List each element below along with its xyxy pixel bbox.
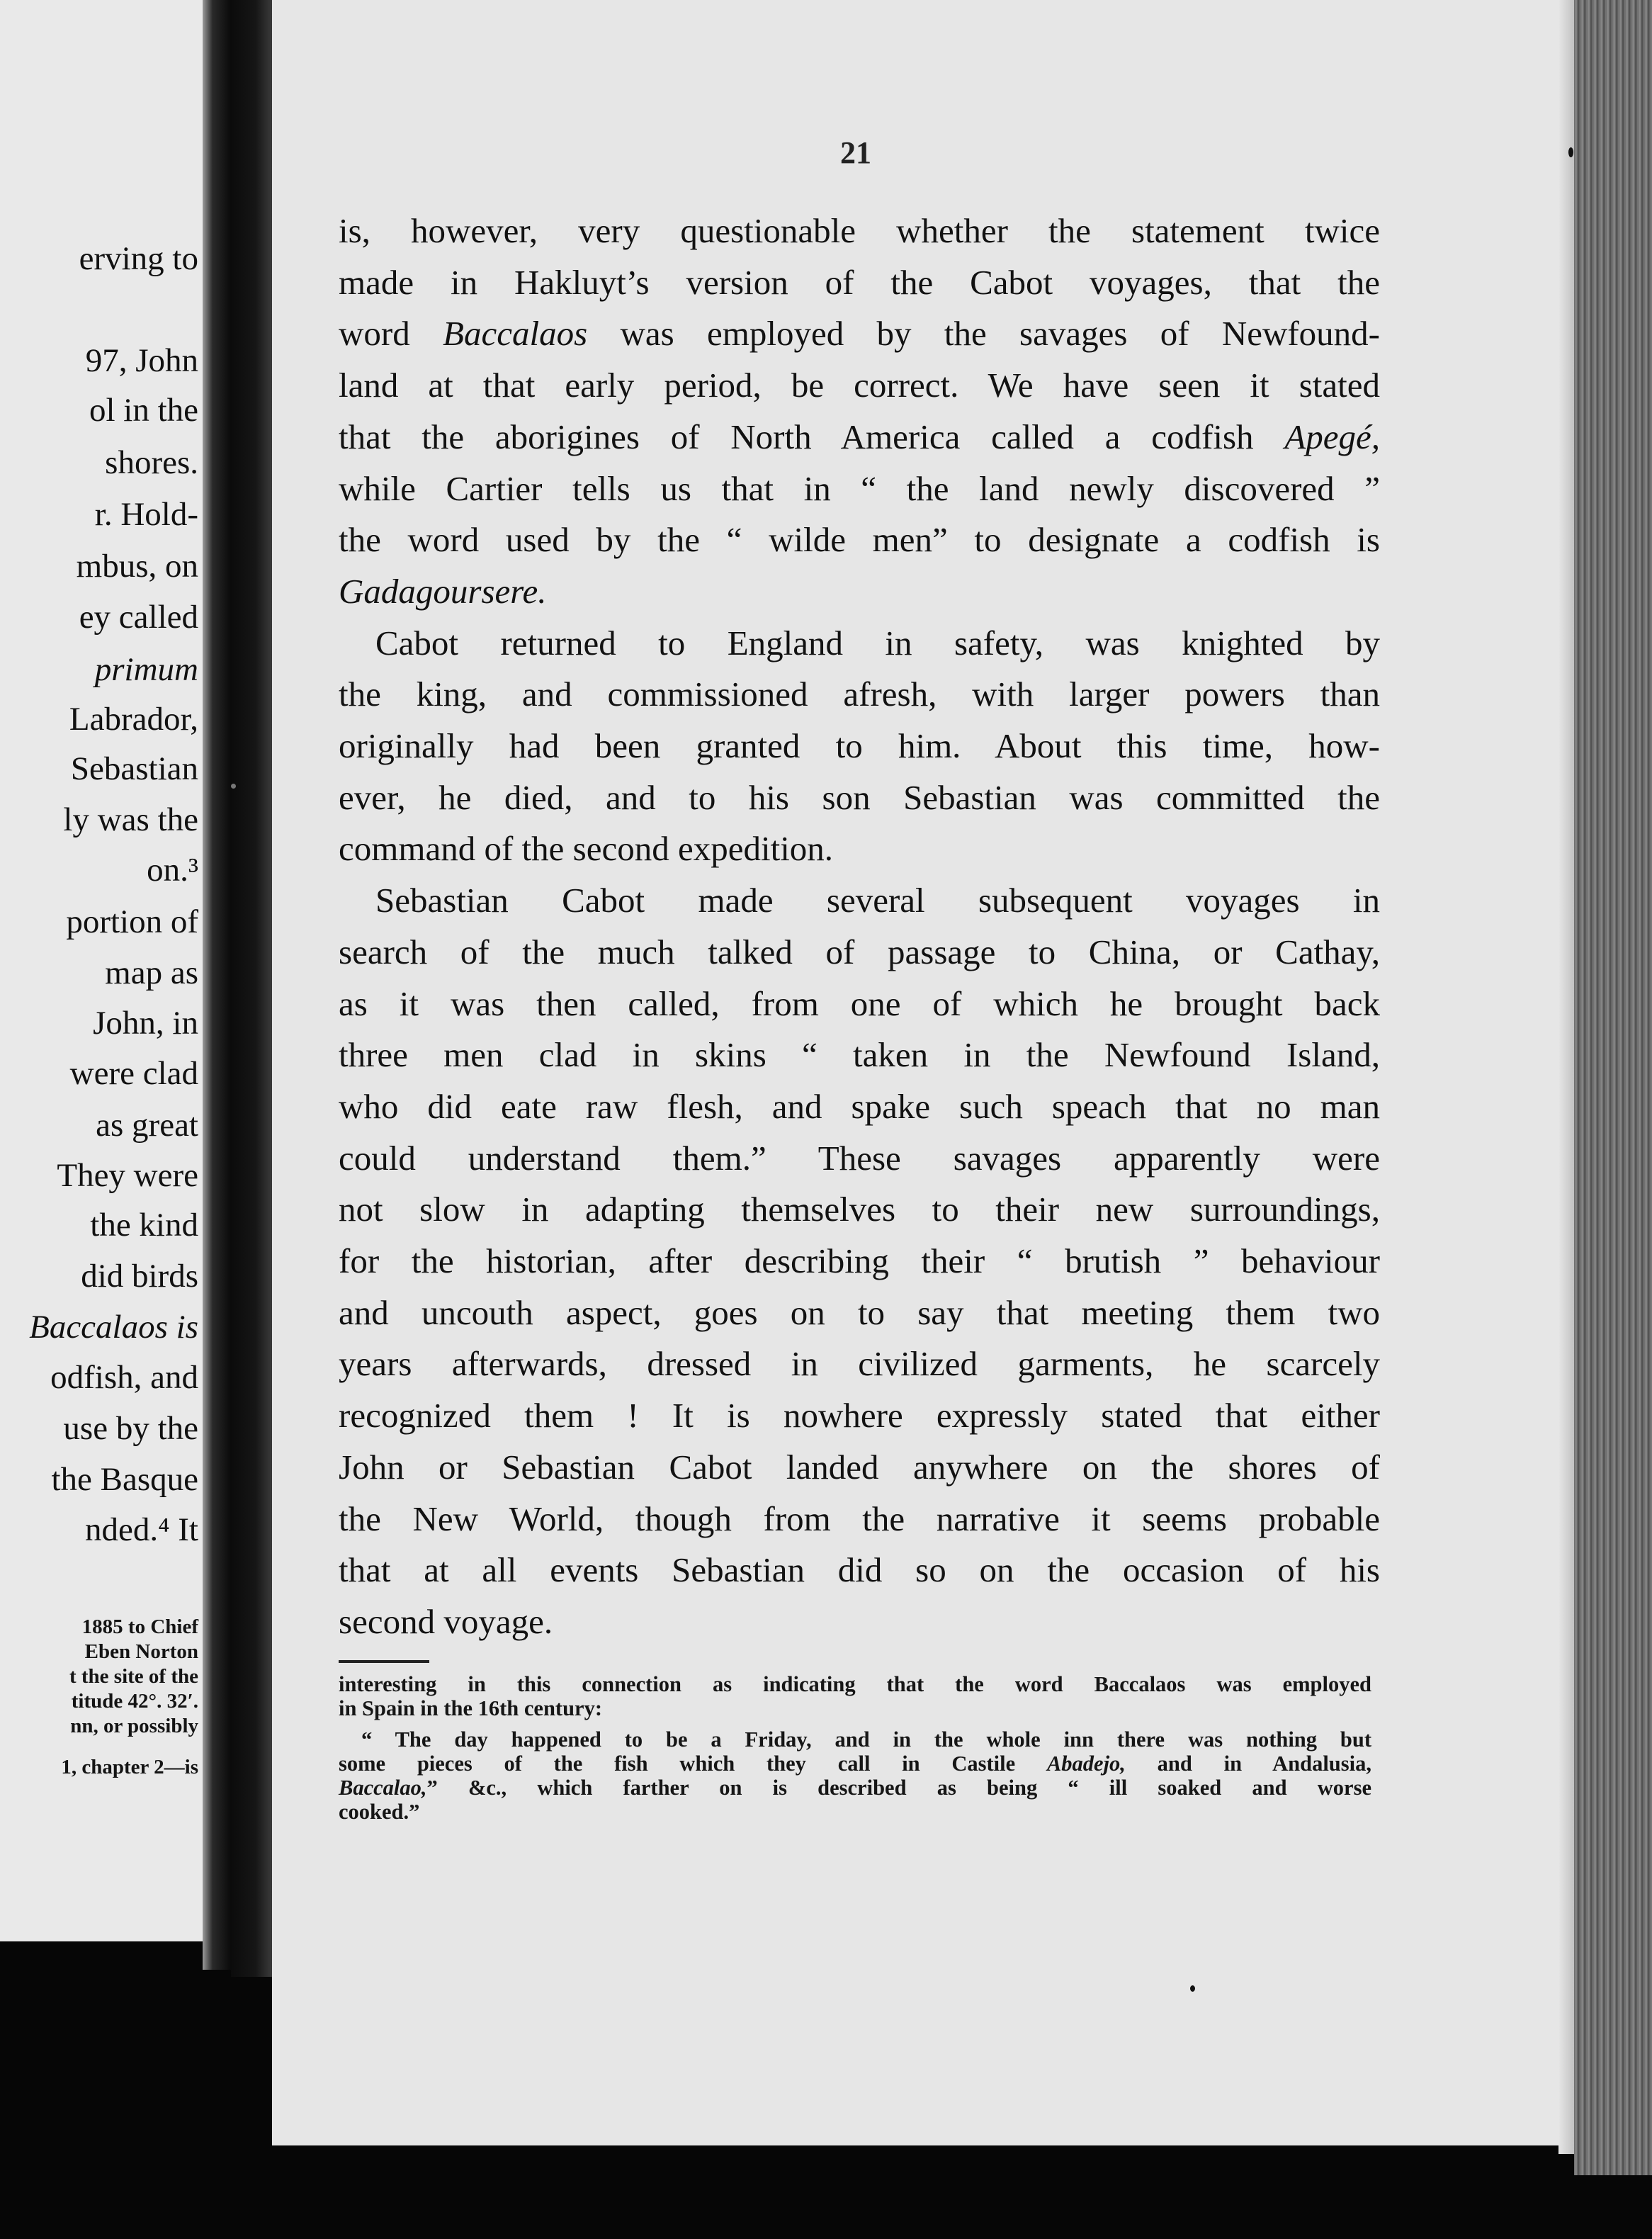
- text-line: second voyage.: [339, 1601, 553, 1641]
- text-line: search of the much talked of passage to China, or Cathay,: [339, 932, 1380, 971]
- facing-page-line: Baccalaos is: [29, 1309, 198, 1346]
- facing-page-line: ly was the: [63, 801, 198, 838]
- facing-page-footnote-line: 1885 to Chief: [81, 1615, 198, 1638]
- facing-page-line: 97, John: [85, 342, 198, 379]
- footnotes: [339, 1672, 1371, 1824]
- facing-page-footnote-line: t the site of the: [69, 1665, 198, 1688]
- facing-page-line: mbus, on: [76, 548, 198, 585]
- text-line: John or Sebastian Cabot landed anywhere on the shores of: [339, 1447, 1380, 1487]
- footnote: [339, 1672, 1371, 1720]
- text-line: recognized them ! It is nowhere expressly stated that either: [339, 1396, 1380, 1436]
- facing-page-left: [0, 0, 203, 1941]
- book-gutter-shadow: [203, 0, 231, 1970]
- paragraph: [339, 618, 1380, 876]
- text-line: is, however, very questionable whether the statement twice: [339, 211, 1380, 250]
- footnote: [339, 1727, 1371, 1824]
- facing-page-line: shores.: [105, 444, 198, 481]
- footnote-gap: [339, 1720, 1371, 1727]
- text-line: command of the second expedition.: [339, 829, 834, 869]
- facing-page-line: erving to: [79, 240, 198, 277]
- text-line: land at that early period, be correct. We have seen it stated: [339, 366, 1380, 405]
- facing-page-line: They were: [57, 1157, 198, 1194]
- facing-page-footnote-line: nn, or possibly: [70, 1715, 198, 1737]
- footnote-line: “ The day happened to be a Friday, and in the whole inn there was nothing but: [361, 1727, 1371, 1752]
- facing-page-line: the Basque: [51, 1461, 198, 1498]
- facing-page-line: Sebastian: [70, 750, 198, 787]
- text-line: that at all events Sebastian did so on the occasion of his: [339, 1550, 1380, 1590]
- facing-page-line: on.³: [147, 852, 198, 889]
- text-line: as it was then called, from one of which he brought back: [339, 983, 1380, 1023]
- text-line: the New World, though from the narrative it seems probable: [339, 1499, 1380, 1538]
- paper-speck: [1568, 147, 1573, 157]
- facing-page-line: odfish, and: [50, 1359, 198, 1396]
- facing-page-line: as great: [96, 1107, 198, 1144]
- facing-page-line: were clad: [69, 1055, 198, 1092]
- facing-page-line: map as: [105, 954, 198, 991]
- footnote-line: some pieces of the fish which they call in Castile Abadejo, and in Andalusia,: [339, 1752, 1371, 1776]
- footnote-line: in Spain in the 16th century:: [339, 1696, 602, 1720]
- text-line: Sebastian Cabot made several subsequent voyages in: [375, 881, 1380, 920]
- facing-page-line: r. Hold-: [94, 496, 198, 533]
- footnote-line: interesting in this connection as indicating that the word Baccalaos was employed: [339, 1672, 1371, 1696]
- paragraph: [339, 875, 1380, 1648]
- facing-page-line: portion of: [66, 903, 198, 940]
- text-line: word Baccalaos was employed by the savages of Newfound-: [339, 314, 1380, 354]
- paper-speck: [1190, 1985, 1195, 1992]
- text-line: while Cartier tells us that in “ the land newly discovered ”: [339, 468, 1380, 508]
- text-line: that the aborigines of North America called a codfish Apegé,: [339, 417, 1380, 456]
- facing-page-line: John, in: [93, 1005, 198, 1042]
- facing-page-line: primum: [94, 651, 198, 688]
- facing-page-line: use by the: [63, 1410, 198, 1447]
- text-line: who did eate raw flesh, and spake such speach that no man: [339, 1086, 1380, 1126]
- facing-page-line: Labrador,: [69, 701, 198, 738]
- text-line: the king, and commissioned afresh, with larger powers than: [339, 675, 1380, 714]
- body-text: [339, 205, 1380, 1648]
- book-gutter: [231, 0, 272, 1977]
- facing-page-footnote-line: Eben Norton: [84, 1640, 198, 1663]
- text-line: and uncouth aspect, goes on to say that meeting them two: [339, 1292, 1380, 1332]
- facing-page-footnote-line: 1, chapter 2—is: [61, 1756, 198, 1778]
- book-page-edges: [1574, 0, 1652, 2175]
- text-line: made in Hakluyt’s version of the Cabot voyages, that the: [339, 262, 1380, 302]
- page-number: 21: [840, 135, 871, 170]
- facing-page-footnote-line: titude 42°. 32′.: [71, 1690, 198, 1713]
- text-line: years afterwards, dressed in civilized garments, he scarcely: [339, 1344, 1380, 1384]
- text-line: three men clad in skins “ taken in the Newfound Island,: [339, 1035, 1380, 1075]
- text-line: Cabot returned to England in safety, was knighted by: [375, 623, 1380, 662]
- footnote-line: cooked.”: [339, 1800, 420, 1824]
- paragraph: [339, 205, 1380, 618]
- text-line: originally had been granted to him. About this time, how-: [339, 726, 1380, 766]
- paper-speck: [231, 784, 236, 789]
- footnote-rule: [339, 1660, 429, 1663]
- text-line: not slow in adapting themselves to their new surroundings,: [339, 1190, 1380, 1229]
- text-line: the word used by the “ wilde men” to designate a codfish is: [339, 520, 1380, 560]
- footnote-line: Baccalao,” &c., which farther on is described as being “ ill soaked and worse: [339, 1776, 1371, 1800]
- text-line: could understand them.” These savages apparently were: [339, 1138, 1380, 1178]
- facing-page-line: nded.⁴ It: [85, 1511, 198, 1548]
- facing-page-line: ey called: [79, 599, 198, 636]
- text-line: Gadagoursere.: [339, 571, 547, 611]
- text-line: for the historian, after describing their “ brutish ” behaviour: [339, 1241, 1380, 1281]
- facing-page-line: did birds: [81, 1258, 198, 1295]
- facing-page-line: the kind: [90, 1207, 198, 1243]
- text-line: ever, he died, and to his son Sebastian was committed the: [339, 777, 1380, 817]
- facing-page-line: ol in the: [89, 392, 198, 429]
